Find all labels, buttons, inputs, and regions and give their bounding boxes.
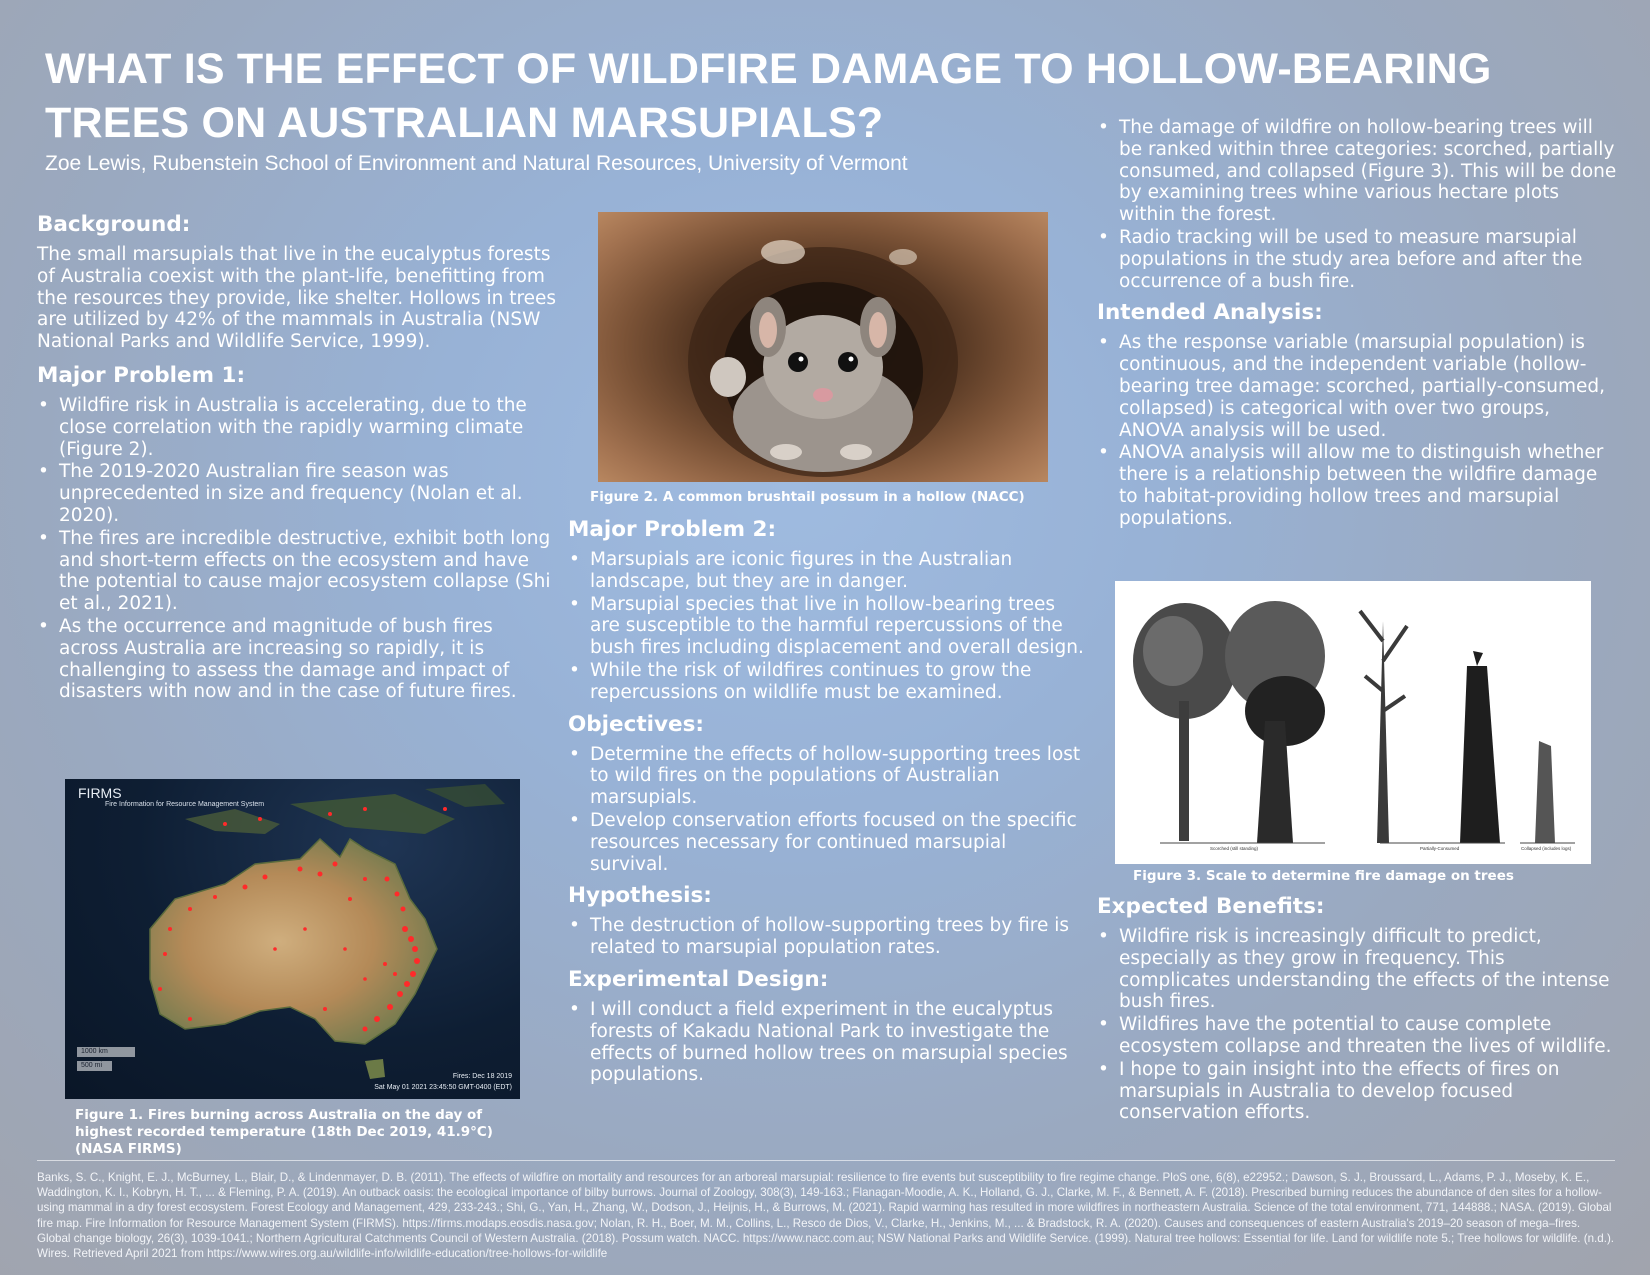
list-item: • While the risk of wildfires continues to grow the repercussions on wildlife must be examined.: [568, 660, 1088, 704]
list-item: • I hope to gain insight into the effects of fires on marsupials in Australia to develop focused conservation efforts.: [1097, 1059, 1617, 1124]
figure1-map-image: [65, 779, 520, 1099]
list-item: • Radio tracking will be used to measure marsupial populations in the study area before and after the occurrence of a bush fire.: [1097, 227, 1617, 292]
problem2-heading: Major Problem 2:: [568, 517, 777, 542]
design-list-part2: [1097, 117, 1617, 292]
list-item: • Marsupials are iconic figures in the Australian landscape, but they are in danger.: [568, 549, 1088, 593]
problem2-list: [568, 549, 1088, 704]
list-item: • Marsupial species that live in hollow-bearing trees are susceptible to the harmful repercussions of the bush fires including displacement and overall design.: [568, 594, 1088, 659]
hypothesis-list: [568, 915, 1088, 959]
scale-mi: 500 mi: [81, 1062, 103, 1069]
tree-damage-scale-graphic: [1115, 581, 1591, 864]
author-line: Zoe Lewis, Rubenstein School of Environment and Natural Resources, University of Vermont: [45, 152, 908, 175]
figure2-possum-image: [598, 212, 1048, 482]
figure3-caption: Figure 3. Scale to determine fire damage on trees: [1133, 868, 1514, 884]
figure2-caption: Figure 2. A common brushtail possum in a hollow (NACC): [590, 489, 1025, 505]
column-left: [37, 210, 557, 704]
label-scorched: Scorched (still standing): [1210, 846, 1259, 851]
map-timestamp: Sat May 01 2021 23:45:50 GMT-0400 (EDT): [374, 1084, 512, 1091]
list-item: • Wildfire risk in Australia is accelerating, due to the close correlation with the rapidly warming climate (Figure 2).: [37, 395, 557, 460]
column-middle: [568, 515, 1088, 1087]
list-item: • Wildfire risk is increasingly difficult to predict, especially as they grow in frequency. This complicates understanding the effects of the intense bush fires.: [1097, 926, 1617, 1013]
background-heading: Background:: [37, 212, 191, 237]
list-item: • The destruction of hollow-supporting trees by fire is related to marsupial population rates.: [568, 915, 1088, 959]
analysis-list: [1097, 332, 1617, 529]
list-item: • I will conduct a field experiment in the eucalyptus forests of Kakadu National Park to investigate the effects of burned hollow trees on marsupial species populations.: [568, 999, 1088, 1086]
firms-subtitle: Fire Information for Resource Management System: [105, 801, 265, 808]
background-text: The small marsupials that live in the eucalyptus forests of Australia coexist with the plant-life, benefitting from the resources they provide, like shelter. Hollows in trees are utilized by 42% of the mammals in Australia (NSW National Parks and Wildlife Service, 1999).: [37, 244, 557, 353]
objectives-list: [568, 744, 1088, 876]
figure1-caption: Figure 1. Fires burning across Australia on the day of highest recorded temperature (18th Dec 2019, 41.9°C) (NASA FIRMS): [75, 1107, 493, 1157]
list-item: • Determine the effects of hollow-supporting trees lost to wild fires on the populations of Australian marsupials.: [568, 744, 1088, 809]
list-item: • As the response variable (marsupial population) is continuous, and the independent variable (hollow-bearing tree damage: scorched, partially-consumed, collapsed) is categorical with over two groups, ANOVA analysis will be used.: [1097, 332, 1617, 441]
australia-map-graphic: [65, 779, 520, 1099]
list-item: • The damage of wildfire on hollow-bearing trees will be ranked within three categories: scorched, partially consumed, and collapsed (Figure 3). This will be done by examining trees whine various hectare plots within the forest.: [1097, 117, 1617, 226]
list-item: • The 2019-2020 Australian fire season was unprecedented in size and frequency (Nolan et al. 2020).: [37, 461, 557, 526]
references-text: Banks, S. C., Knight, E. J., McBurney, L., Blair, D., & Lindenmayer, D. B. (2011). The effects of wildfire on mortality and resources for an arboreal marsupial: resilience to fire events but susceptibility to fire regime change. PloS one, 6(8), e22952.; Dawson, S. J., Broussard, L., Adams, P. J., Moseby, K. E., Waddington, K. I., Kobryn, H. T., ... & Fleming, P. A. (2019). An outback oasis: the ecological importance of bilby burrows. Journal of Zoology, 308(3), 149-163.; Flanagan-Moodie, A. K., Holland, G. J., Clarke, M. F., & Bennett, A. F. (2018). Prescribed burning reduces the abundance of den sites for a hollow-using mammal in a dry forest ecosystem. Forest Ecology and Management, 429, 233-243.; Shi, G., Yan, H., Zhang, W., Dodson, J., Heijnis, H., & Burrows, M. (2021). Rapid warming has resulted in more wildfires in northeastern Australia. Science of the total environment, 771, 144888.; NASA. (2019). Global fire map. Fire Information for Resource Management System (FIRMS). https://firms.modaps.eosdis.nasa.gov; Nolan, R. H., Boer, M. M., Collins, L., Resco de Dios, V., Clarke, H., Jenkins, M., ... & Bradstock, R. A. (2020). Causes and consequences of eastern Australia's 2019–20 season of mega–fires. Global change biology, 26(3), 1039-1041.; Northern Agricultural Catchments Council of Western Australia. (2018). Possum watch. NACC. https://www.nacc.com.au; NSW National Parks and Wildlife Service. (1999). Natural tree hollows: Essential for life. Land for wildlife note 5.; Tree hollows for wildlife. (n.d.). Wires. Retrieved April 2021 from https://www.wires.org.au/wildlife-info/wildlife-education/tree-hollows-for-wildlife: [37, 1171, 1615, 1261]
list-item: • ANOVA analysis will allow me to distinguish whether there is a relationship between the wildfire damage to habitat-providing hollow trees and marsupial populations.: [1097, 442, 1617, 529]
column-right: [1097, 117, 1617, 531]
list-item: • The fires are incredible destructive, exhibit both long and short-term effects on the ecosystem and have the potential to cause major ecosystem collapse (Shi et al., 2021).: [37, 528, 557, 615]
analysis-heading: Intended Analysis:: [1097, 300, 1323, 326]
label-partial: Partially-Consumed: [1420, 846, 1460, 851]
list-item: • As the occurrence and magnitude of bush fires across Australia are increasing so rapidly, it is challenging to assess the damage and impact of disasters with now and in the case of future fires.: [37, 616, 557, 703]
label-collapsed: Collapsed (includes logs): [1521, 846, 1572, 851]
possum-graphic: [598, 212, 1048, 482]
references-divider: [37, 1160, 1615, 1161]
scale-km: 1000 km: [81, 1048, 108, 1055]
benefits-section: [1097, 892, 1617, 1125]
fires-date-label: Fires: Dec 18 2019: [452, 1073, 512, 1080]
benefits-list: [1097, 926, 1617, 1124]
hypothesis-heading: Hypothesis:: [568, 883, 712, 909]
problem1-heading: Major Problem 1:: [37, 362, 246, 388]
design-heading: Experimental Design:: [568, 966, 829, 992]
list-item: • Wildfires have the potential to cause complete ecosystem collapse and threaten the lives of wildlife.: [1097, 1014, 1617, 1058]
objectives-heading: Objectives:: [568, 711, 705, 737]
problem1-list: [37, 395, 557, 703]
poster-title: WHAT IS THE EFFECT OF WILDFIRE DAMAGE TO HOLLOW-BEARING TREES ON AUSTRALIAN MARSUPIALS?: [45, 45, 1492, 147]
figure3-trees-image: [1115, 581, 1591, 864]
list-item: • Develop conservation efforts focused on the specific resources necessary for continued marsupial survival.: [568, 810, 1088, 875]
benefits-heading: Expected Benefits:: [1097, 894, 1325, 919]
firms-brand: FIRMS: [78, 785, 122, 801]
design-list-part1: [568, 999, 1088, 1086]
